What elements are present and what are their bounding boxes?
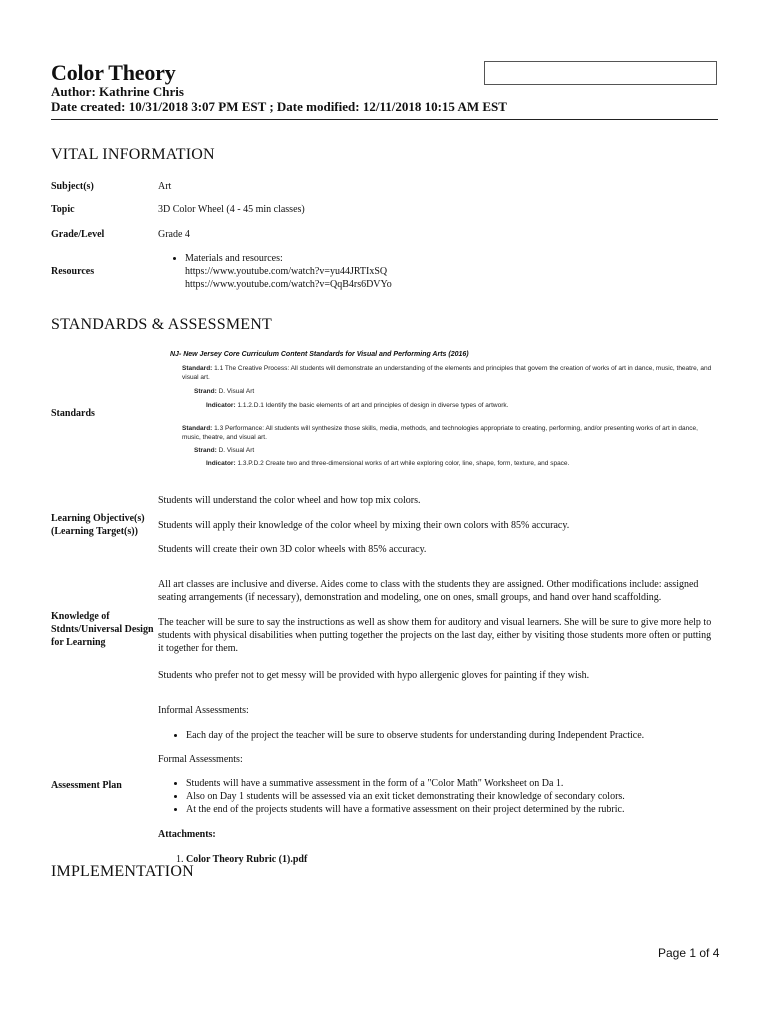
subject-value: Art	[158, 181, 172, 192]
dates-line: Date created: 10/31/2018 3:07 PM EST ; Date modified: 12/11/2018 10:15 AM EST	[51, 99, 507, 114]
strand-1-text: D. Visual Art	[218, 388, 255, 395]
standards-label: Standards	[51, 408, 95, 419]
page-number: Page 1 of 4	[658, 946, 720, 960]
resources-intro: Materials and resources:	[185, 253, 283, 264]
objective-item: Students will understand the color wheel and how top mix colors.	[158, 495, 421, 506]
indicator-1	[206, 402, 508, 411]
indicator-1-label: Indicator:	[206, 402, 236, 409]
standard-2-text: 1.3 Performance: All students will synthesize those skills, media, methods, and technologies appropriate to creating, performing, and/or presenting works of art in dance, music, theatre, and visual art.	[182, 425, 698, 441]
grade-label: Grade/Level	[51, 229, 105, 240]
strand-2-text: D. Visual Art	[218, 447, 255, 454]
strand-1	[194, 388, 254, 397]
informal-assessment-item: • Each day of the project the teacher will be sure to observe students for understanding during Independent Practice.	[186, 729, 718, 742]
resources-list	[171, 252, 392, 291]
document-title: Color Theory	[51, 60, 176, 85]
attachments-heading: Attachments:	[158, 829, 216, 840]
indicator-1-text: 1.1.2.D.1 Identify the basic elements of art and principles of design in diverse types of artwork.	[237, 402, 509, 409]
resource-link[interactable]: https://www.youtube.com/watch?v=QqB4rs6DVYo	[185, 279, 392, 290]
strand-2-label: Strand:	[194, 447, 217, 454]
objectives-label-line-2: (Learning Target(s))	[51, 526, 138, 537]
indicator-2	[206, 460, 569, 469]
formal-assessment-item: • At the end of the projects students will have a formative assessment on their project determined by the rubric.	[186, 803, 718, 816]
strand-2	[194, 447, 254, 456]
resources-item	[185, 252, 392, 291]
subject-label: Subject(s)	[51, 181, 94, 192]
objective-item: Students will create their own 3D color wheels with 85% accuracy.	[158, 544, 427, 555]
knowledge-paragraph: All art classes are inclusive and diverse. Aides come to class with the students they are assigned. Other modifications include: assigned seating arrangements (if necessary), demonstration and modeling, one on ones, small groups, and hand over hand scaffolding.	[158, 579, 699, 603]
header-divider	[51, 119, 718, 120]
resource-link[interactable]: https://www.youtube.com/watch?v=yu44JRTIxSQ	[185, 266, 388, 277]
attachment-link[interactable]	[186, 853, 718, 866]
knowledge-paragraph: Students who prefer not to get messy will be provided with hypo allergenic gloves for painting if they wish.	[158, 670, 590, 681]
standard-1	[182, 365, 717, 382]
section-heading-vital: VITAL INFORMATION	[51, 146, 215, 163]
assessment-plan-label: Assessment Plan	[51, 780, 122, 791]
standard-1-label: Standard:	[182, 365, 213, 372]
author-line: Author: Kathrine Chris	[51, 84, 184, 99]
objectives-label	[51, 512, 145, 538]
indicator-2-label: Indicator:	[206, 460, 236, 467]
standard-1-text: 1.1 The Creative Process: All students will demonstrate an understanding of the elements and principles that govern the creation of works of art in dance, music, theatre, and visual art.	[182, 365, 712, 381]
resources-label: Resources	[51, 266, 95, 277]
objective-item: Students will apply their knowledge of the color wheel by mixing their own colors with 85% accuracy.	[158, 520, 570, 531]
attachments-list	[158, 853, 718, 866]
header-input-box	[484, 61, 717, 85]
informal-assessments-heading: Informal Assessments:	[158, 705, 249, 716]
formal-assessment-item: • Students will have a summative assessment in the form of a "Color Math" Worksheet on Da 1.	[186, 777, 718, 790]
knowledge-label	[51, 610, 154, 649]
topic-label: Topic	[51, 204, 75, 215]
objectives-label-line-1: Learning Objective(s)	[51, 513, 145, 524]
section-heading-standards: STANDARDS & ASSESSMENT	[51, 316, 272, 333]
section-heading-implementation: IMPLEMENTATION	[51, 863, 194, 880]
formal-assessment-item: • Also on Day 1 students will be assessed via an exit ticket demonstrating their knowledge of secondary colors.	[186, 790, 718, 803]
standard-2-label: Standard:	[182, 425, 213, 432]
strand-1-label: Strand:	[194, 388, 217, 395]
standards-document-title: NJ- New Jersey Core Curriculum Content Standards for Visual and Performing Arts (2016)	[170, 351, 469, 358]
knowledge-label-line-3: for Learning	[51, 637, 106, 648]
grade-value: Grade 4	[158, 229, 190, 240]
informal-assessments-list	[158, 729, 718, 742]
formal-assessments-heading: Formal Assessments:	[158, 754, 243, 765]
topic-value: 3D Color Wheel (4 - 45 min classes)	[158, 204, 305, 215]
formal-assessments-list	[158, 777, 718, 816]
indicator-2-text: 1.3.P.D.2 Create two and three-dimensional works of art while exploring color, line, shape, form, texture, and space.	[237, 460, 570, 467]
standard-2	[182, 425, 717, 442]
knowledge-label-line-1: Knowledge of	[51, 611, 110, 622]
attachment-name[interactable]: Color Theory Rubric (1).pdf	[186, 854, 308, 865]
knowledge-label-line-2: Stdnts/Universal Design	[51, 624, 154, 635]
knowledge-paragraph: The teacher will be sure to say the instructions as well as show them for auditory and visual learners. She will be sure to give more help to students with physical disabilities when putting together the projects on the last day, either by visiting those students more often or putting it together for them.	[158, 617, 712, 654]
